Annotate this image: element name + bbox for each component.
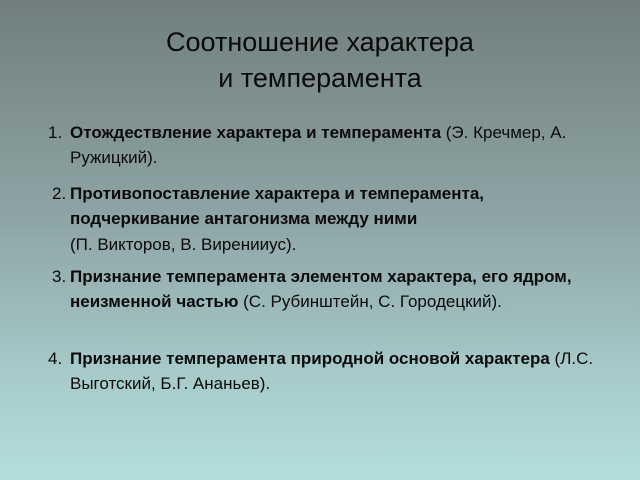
- list-item-2-continuation: [70, 232, 608, 257]
- list-item-bold-text: Признание темперамента элементом характера, его ядром, неизменной частью: [70, 267, 572, 311]
- list-item-bold-text: Признание темперамента природной основой характера: [70, 349, 550, 368]
- list-item-body: [48, 346, 608, 396]
- list-item-authors: (С. Рубинштейн, С. Городецкий).: [238, 292, 502, 311]
- list-item-authors: (Э. Кречмер, А. Ружицкий).: [70, 123, 567, 167]
- list-item-bold-text: Отождествление характера и темперамента: [70, 123, 442, 142]
- list-item-number: 2.: [52, 184, 67, 203]
- list-item-3: [52, 264, 608, 314]
- slide-title: [0, 24, 640, 96]
- list-item-body: [52, 264, 608, 314]
- list-item-number: 4.: [48, 349, 63, 368]
- list-item-authors: (Л.С. Выготский, Б.Г. Ананьев).: [70, 349, 594, 393]
- list-item-authors: (П. Викторов, В. Виренииус).: [70, 235, 297, 254]
- list-item-body: [48, 120, 608, 170]
- list-item-bold-text: Противопоставление характера и темперамента, подчеркивание антагонизма между ними: [70, 184, 485, 228]
- list-item-4: [48, 346, 608, 396]
- list-item-number: 1.: [48, 123, 63, 142]
- list-item-body: [52, 181, 608, 231]
- list-item-2: [52, 181, 608, 231]
- list-item-1: [48, 120, 608, 170]
- list-item-number: 3.: [52, 267, 67, 286]
- title-line-1: Соотношение характера: [166, 27, 474, 57]
- list-item-body: [70, 232, 608, 257]
- title-line-2: и темперамента: [218, 63, 422, 93]
